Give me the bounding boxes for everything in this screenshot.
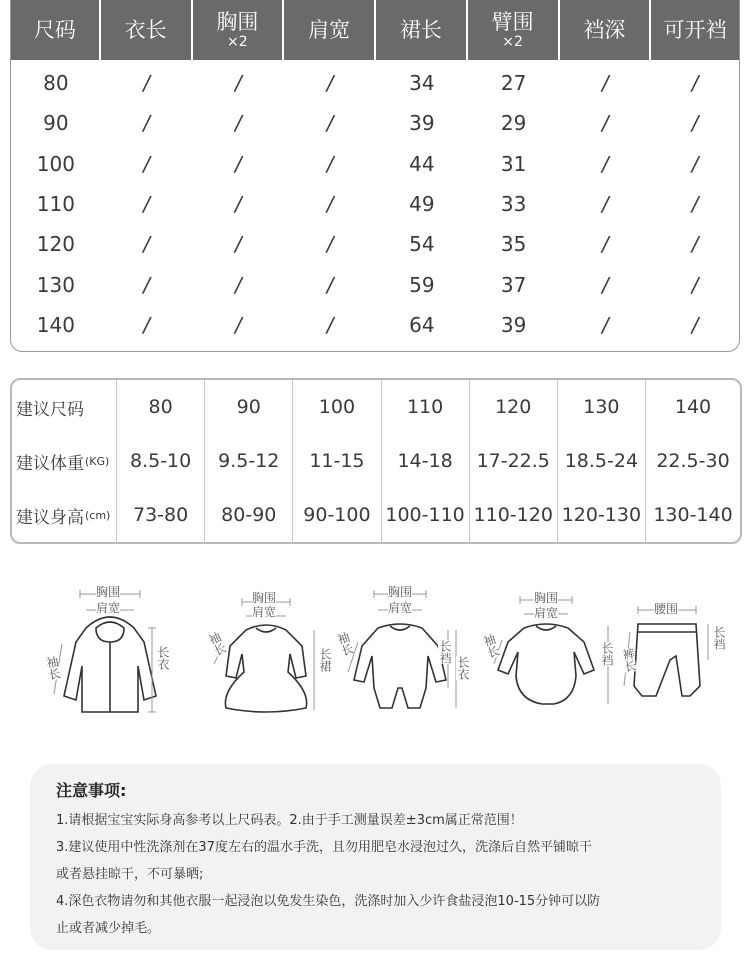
- sleeve-label: 袖长: [334, 630, 356, 658]
- size-row: [11, 103, 739, 143]
- chest-label: 胸围: [252, 591, 277, 605]
- note-line: 4.深色衣物请勿和其他衣服一起浸泡以免发生染色，洗涤时加入少许食盐浸泡10-15分钟可以防: [56, 894, 601, 909]
- length-label: 裤长: [620, 647, 638, 673]
- measure-cell: 31: [500, 151, 527, 176]
- measure-cell: /: [691, 111, 699, 136]
- header-skirt-length: [376, 0, 468, 60]
- measure-cell: /: [326, 272, 334, 297]
- measure-cell: /: [143, 312, 150, 337]
- crotch-label: 长裆: [438, 640, 452, 664]
- measure-cell: /: [235, 272, 242, 297]
- length-label: 长衣: [456, 656, 470, 680]
- measure-cell: /: [143, 272, 150, 297]
- size-row: [11, 184, 739, 224]
- note-line: 1.请根据宝宝实际身高参考以上尺码表。2.由于手工测量误差±3cm属正常范围！: [56, 813, 523, 828]
- header-sublabel: ×2: [502, 33, 523, 50]
- measure-cell: 49: [409, 191, 435, 216]
- recommend-value: 90-100: [293, 488, 381, 542]
- recommend-label: [12, 488, 117, 542]
- size-row: [11, 224, 739, 264]
- header-label: 裙长: [399, 17, 442, 42]
- recommend-label: [12, 434, 117, 488]
- note-line: 止或者减少掉毛。: [56, 921, 161, 936]
- size-cell: 120: [36, 232, 75, 257]
- romper-diagram: [330, 576, 470, 726]
- size-cell: 80: [43, 71, 69, 96]
- measure-cell: /: [602, 71, 609, 96]
- measure-cell: /: [691, 71, 699, 96]
- recommend-value: 120: [470, 380, 558, 434]
- header-open-crotch: [651, 0, 739, 60]
- measure-cell: 59: [409, 272, 435, 297]
- measurement-diagrams: [40, 576, 730, 726]
- care-notes: [30, 764, 721, 950]
- recommend-label-unit: (cm): [85, 508, 111, 522]
- measure-cell: 37: [500, 272, 527, 297]
- measure-cell: /: [235, 71, 242, 96]
- dress-diagram: [202, 576, 332, 726]
- size-chart-body: [11, 60, 739, 351]
- notes-list: [56, 811, 721, 938]
- measure-cell: /: [143, 71, 150, 96]
- measure-cell: /: [143, 111, 150, 136]
- recommend-value: 80: [117, 380, 205, 434]
- recommend-value: 130: [558, 380, 646, 434]
- measure-cell: /: [326, 111, 334, 136]
- measure-cell: 29: [500, 111, 527, 136]
- size-cell: 90: [43, 111, 69, 136]
- recommend-value: 18.5-24: [558, 434, 646, 488]
- measure-cell: /: [326, 151, 334, 176]
- header-sublabel: ×2: [227, 33, 248, 50]
- measure-cell: /: [602, 191, 609, 216]
- header-label: 尺码: [33, 17, 76, 42]
- header-label: 胸围: [216, 9, 259, 34]
- recommend-value: 22.5-30: [656, 450, 730, 472]
- waist-label: 腰围: [654, 602, 679, 616]
- sleeve-label: 袖长: [205, 629, 229, 658]
- size-row: [11, 305, 739, 345]
- recommend-value: 130-140: [653, 504, 733, 526]
- measure-cell: /: [691, 312, 699, 337]
- recommend-row: [12, 434, 740, 488]
- chest-label: 胸围: [388, 585, 413, 599]
- measure-cell: 39: [500, 312, 527, 337]
- size-cell: 140: [36, 312, 75, 337]
- recommend-value: 110-120: [470, 488, 558, 542]
- size-row: [11, 265, 739, 305]
- recommend-label-text: 建议尺码: [16, 399, 84, 420]
- recommend-value: 11-15: [293, 434, 381, 488]
- header-label: 臂围: [491, 9, 534, 34]
- header-chest: [193, 0, 285, 60]
- measure-cell: /: [602, 232, 609, 257]
- shoulder-label: 肩宽: [388, 601, 413, 615]
- recommend-value: 110: [382, 380, 470, 434]
- note-line: 或者悬挂晾干，不可暴晒;: [56, 867, 204, 882]
- size-cell: 100: [36, 151, 75, 176]
- notes-title: 注意事项:: [56, 781, 127, 800]
- length-label: 长衣: [156, 646, 170, 670]
- recommend-value: 100-110: [382, 488, 470, 542]
- recommend-value: 120-130: [558, 488, 646, 542]
- crotch-label: 长裆: [712, 626, 726, 650]
- measure-cell: 54: [409, 232, 435, 257]
- measure-cell: /: [143, 191, 150, 216]
- recommendation-table: [10, 378, 742, 544]
- shoulder-label: 肩宽: [96, 601, 121, 615]
- chest-label: 胸围: [96, 585, 121, 599]
- pants-drawing: [620, 576, 730, 726]
- measure-cell: /: [326, 191, 334, 216]
- header-arm: [468, 0, 560, 60]
- recommend-label-text: 建议身高: [16, 507, 84, 528]
- measure-cell: 27: [500, 71, 527, 96]
- size-row: [11, 63, 739, 103]
- header-label: 可开裆: [663, 17, 727, 42]
- measure-cell: /: [691, 232, 699, 257]
- recommend-label-unit: (KG): [85, 454, 110, 468]
- size-chart-header: [11, 0, 739, 60]
- measure-cell: /: [602, 272, 609, 297]
- sleeve-label: 袖长: [44, 654, 62, 681]
- measure-cell: /: [235, 232, 242, 257]
- measure-cell: /: [691, 191, 699, 216]
- measure-cell: /: [235, 191, 242, 216]
- recommend-label: [12, 380, 117, 434]
- header-shoulder: [284, 0, 376, 60]
- size-chart-table: [10, 0, 740, 352]
- measure-cell: 44: [409, 151, 435, 176]
- recommend-label-text: 建议体重: [16, 453, 84, 474]
- measure-cell: /: [326, 71, 334, 96]
- measure-cell: 64: [409, 312, 435, 337]
- measure-cell: /: [143, 232, 150, 257]
- crotch-label: 长裆: [600, 642, 614, 666]
- size-row: [11, 144, 739, 184]
- note-line: 3.建议使用中性洗涤剂在37度左右的温水手洗，且勿用肥皂水浸泡过久，洗涤后自然平铺晾干: [56, 840, 592, 855]
- measure-cell: /: [235, 151, 242, 176]
- length-label: 长裙: [318, 648, 332, 672]
- recommend-value: 73-80: [117, 488, 205, 542]
- recommend-row: [12, 380, 740, 434]
- measure-cell: /: [326, 312, 334, 337]
- sleeve-label: 袖长: [480, 632, 502, 660]
- measure-cell: 35: [500, 232, 527, 257]
- measure-cell: /: [143, 151, 150, 176]
- measure-cell: /: [602, 312, 609, 337]
- header-size: [11, 0, 101, 60]
- size-cell: 110: [36, 191, 75, 216]
- recommend-row: [12, 488, 740, 542]
- bodysuit-diagram: [480, 576, 620, 726]
- jacket-diagram: [40, 576, 180, 726]
- measure-cell: 39: [409, 111, 435, 136]
- header-label: 裆深: [583, 17, 626, 42]
- shoulder-label: 肩宽: [534, 606, 559, 620]
- pants-diagram: [620, 576, 730, 726]
- measure-cell: /: [602, 111, 609, 136]
- recommend-value: 8.5-10: [117, 434, 205, 488]
- recommend-value: 17-22.5: [470, 434, 558, 488]
- measure-cell: /: [326, 232, 334, 257]
- header-label: 肩宽: [308, 17, 351, 42]
- recommend-value: 14-18: [382, 434, 470, 488]
- recommend-value: 90: [205, 380, 293, 434]
- shoulder-label: 肩宽: [252, 605, 277, 619]
- recommend-value: 80-90: [205, 488, 293, 542]
- chest-label: 胸围: [534, 591, 559, 605]
- measure-cell: /: [235, 111, 242, 136]
- recommend-value: 9.5-12: [205, 434, 293, 488]
- header-label: 衣长: [124, 17, 167, 42]
- header-length: [101, 0, 193, 60]
- measure-cell: /: [602, 151, 609, 176]
- measure-cell: /: [691, 151, 699, 176]
- recommend-value: 100: [293, 380, 381, 434]
- header-crotch-depth: [560, 0, 652, 60]
- measure-cell: 34: [409, 71, 435, 96]
- recommend-value: 140: [674, 396, 712, 418]
- measure-cell: 33: [500, 191, 527, 216]
- size-cell: 130: [36, 272, 75, 297]
- measure-cell: /: [691, 272, 699, 297]
- measure-cell: /: [235, 312, 242, 337]
